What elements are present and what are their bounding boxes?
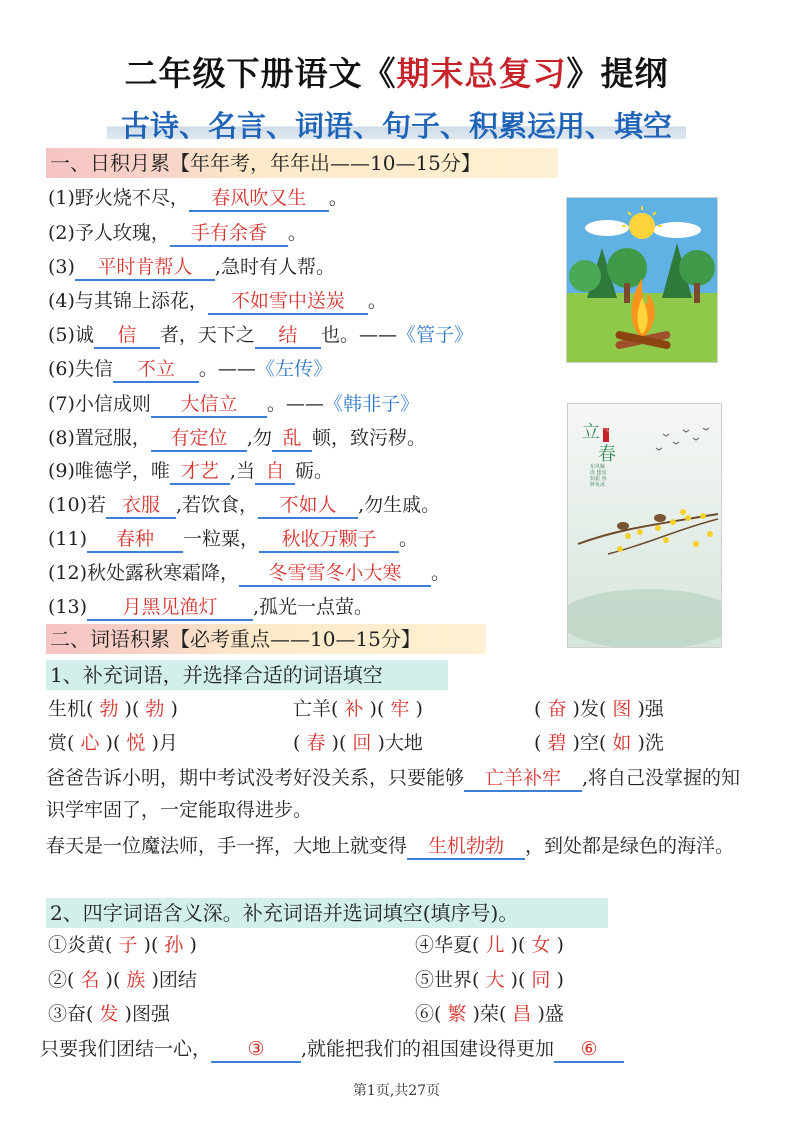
answer-blank: 大信立 [151,392,267,418]
answer-blank: 生机勃勃 [407,834,525,860]
answer-blank: ⑥ [554,1037,624,1063]
fill-sentence-final: 只要我们团结一心， ③ ,就能把我们的祖国建设得更加 ⑥ [40,1036,624,1063]
subsection1-heading: 1、补充词语，并选择合适的词语填空 [46,660,448,690]
poem-line-2: (2)予人玫瑰， 手有余香 。 [48,220,307,247]
section1-heading: 一、日积月累【年年考，年年出——10—15分】 [46,148,558,178]
idiom-item: ⑥( 繁 )荣( 昌 )盛 [415,1003,564,1025]
title-part1: 二年级下册语文《 [124,54,397,93]
answer-blank: 月黑见渔灯 [87,595,253,621]
answer-blank: 有定位 [151,426,247,452]
answer-blank: 不如人 [258,493,358,519]
word-item: ( 奋 )发( 图 )强 [534,698,664,720]
lichun-seal: 二十四节气 [604,421,612,434]
poem-line-12: (12)秋处露秋寒霜降， 冬雪雪冬小大寒 。 [48,560,450,587]
answer-blank: 结 [255,323,321,349]
lichun-title2: 春 [598,444,616,465]
title-highlight: 期末总复习 [396,54,567,93]
word-item: ( 碧 )空( 如 )洗 [534,732,664,754]
answer-blank: 不如雪中送炭 [208,289,368,315]
subtitle-text: 古诗、名言、词语、句子、积累运用、填空 [107,104,686,145]
fill-paragraph-2: 春天是一位魔法师，手一挥，大地上就变得 生机勃勃 ，到处都是绿色的海洋。 [46,830,758,862]
campfire-illustration [566,197,718,363]
page-title [0,48,793,95]
answer-blank: 信 [94,323,160,349]
answer-blank: 不立 [113,357,199,383]
section2-heading: 二、词语积累【必考重点——10—15分】 [46,624,486,654]
idiom-item: ③奋( 发 )图强 [48,1003,170,1025]
poem-line-9: (9)唯德学，唯 才艺 ,当 自 砺。 [48,458,333,485]
answer-blank: 春种 [87,527,183,553]
poem-line-3: (3) 平时肯帮人 ,急时有人帮。 [48,254,335,281]
page-subtitle [0,104,793,145]
idiom-item: ①炎黄( 子 )( 孙 ) [48,934,197,956]
answer-blank: ③ [211,1037,301,1063]
lichun-title1: 立 [582,422,600,443]
source-label: 《韩非子》 [323,393,419,415]
source-label: 《管子》 [396,324,473,346]
word-item: 赏( 心 )( 悦 )月 [48,732,178,754]
poem-line-13: (13) 月黑见渔灯 ,孤光一点萤。 [48,594,373,621]
word-item: 生机( 勃 )( 勃 ) [48,698,178,720]
answer-blank: 衣服 [106,493,176,519]
subsection2-heading: 2、四字词语含义深。补充词语并选词填空(填序号)。 [46,898,608,928]
poem-line-10: (10)若 衣服 ,若饮食， 不如人 ,勿生戚。 [48,492,440,519]
answer-blank: 才艺 [170,459,230,485]
poem-line-1: (1)野火烧不尽， 春风吹又生 。 [48,185,348,212]
poem-line-11: (11) 春种 一粒粟， 秋收万颗子 。 [48,526,418,553]
answer-blank: 冬雪雪冬小大寒 [239,561,431,587]
poem-line-4: (4)与其锦上添花， 不如雪中送炭 。 [48,288,387,315]
answer-blank: 亡羊补牢 [464,766,582,792]
poem-line-5: (5)诚 信 者，天下之 结 也。——《管子》 [48,322,473,349]
source-label: 《左传》 [255,358,332,380]
lichun-small-text: 东风解冻 蛰虫始振 鱼陟负冰 [590,464,607,488]
fill-paragraph-1: 爸爸告诉小明，期中考试没考好没关系，只要能够 亡羊补牢 ,将自己没掌握的知识学牢固了，一定能取得进步。 [46,767,741,821]
poem-line-8: (8)置冠服， 有定位 ,勿 乱 顿，致污秽。 [48,425,426,452]
page-footer: 第1页,共27页 [352,1083,441,1099]
idiom-item: ⑤世界( 大 )( 同 ) [415,969,564,991]
poem-line-7: (7)小信成则 大信立 。——《韩非子》 [48,391,419,418]
lichun-illustration [567,403,722,648]
answer-blank: 手有余香 [170,221,288,247]
word-item: 亡羊( 补 )( 牢 ) [293,698,423,720]
title-part3: 》提纲 [566,54,669,93]
answer-blank: 春风吹又生 [189,186,329,212]
answer-blank: 平时肯帮人 [75,255,215,281]
word-item: ( 春 )( 回 )大地 [293,732,423,754]
answer-blank: 自 [255,459,295,485]
idiom-item: ④华夏( 儿 )( 女 ) [415,934,564,956]
poem-line-6: (6)失信 不立 。——《左传》 [48,356,332,383]
answer-blank: 秋收万颗子 [259,527,399,553]
answer-blank: 乱 [272,426,312,452]
idiom-item: ②( 名 )( 族 )团结 [48,969,197,991]
